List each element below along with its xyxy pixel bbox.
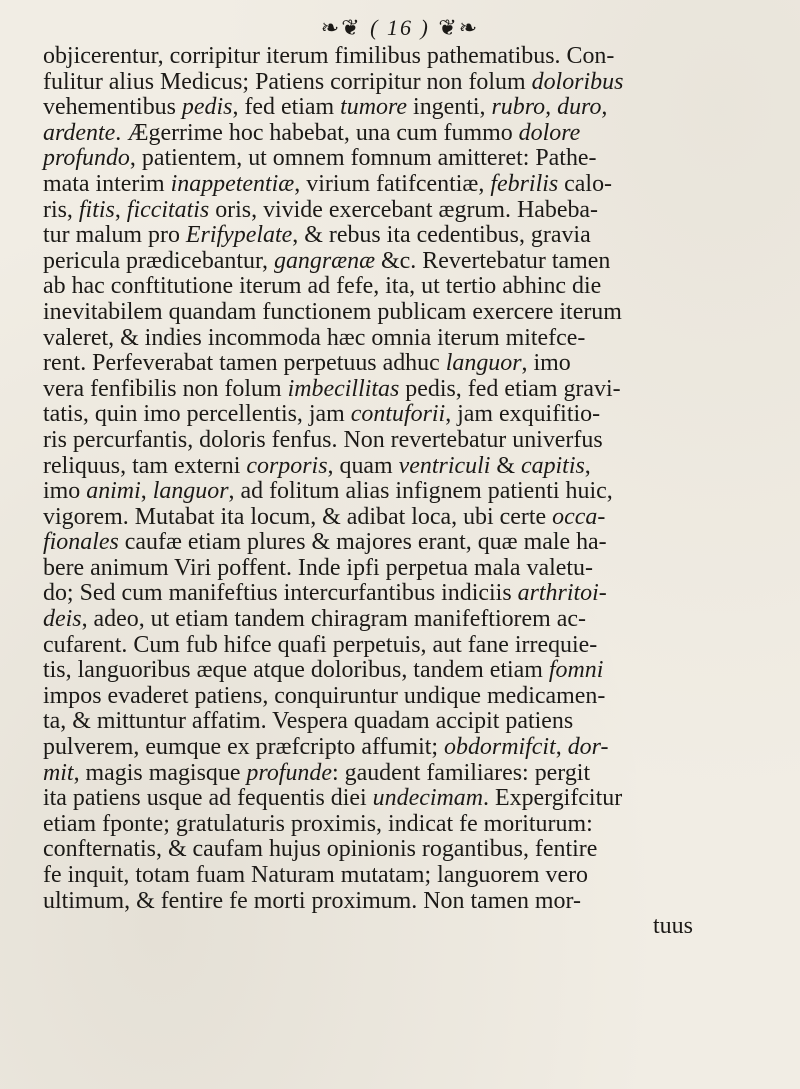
italic-text: gangrænæ <box>273 247 376 274</box>
text-segment: objicerentur, corripitur iterum fimilibus pathematibus. Con- <box>43 43 615 69</box>
text-line <box>43 786 781 812</box>
text-segment: mata interim <box>43 170 171 197</box>
text-segment: , magis magisque <box>73 759 247 786</box>
text-segment: calo- <box>558 170 613 197</box>
text-line <box>43 505 781 531</box>
italic-text: arthritoi- <box>517 580 607 607</box>
text-segment: rent. Perfeverabat tamen perpetuus adhuc <box>43 350 446 377</box>
page-header <box>0 10 800 44</box>
text-segment: fe inquit, totam fuam Naturam mutatam; languorem vero <box>43 862 589 888</box>
text-segment: , virium fatifcentiæ, <box>294 170 491 197</box>
text-line <box>43 121 781 147</box>
italic-text: obdormifcit <box>444 734 556 761</box>
text-segment: pulverem, eumque ex præfcripto affumit; <box>43 734 445 761</box>
text-segment: , fed etiam <box>232 94 341 121</box>
text-line <box>43 172 781 198</box>
text-segment: imo <box>43 478 87 505</box>
italic-text: deis <box>43 606 82 633</box>
text-line <box>43 530 781 556</box>
text-segment: vehementibus <box>43 94 182 121</box>
italic-text: ficcitatis <box>126 196 210 223</box>
italic-text: inappetentiæ <box>170 170 295 197</box>
text-segment: . Expergifcitur <box>483 785 623 812</box>
ornament-left-icon: ❧❦ <box>320 15 362 41</box>
italic-text: capitis <box>520 452 585 479</box>
text-segment: cufarent. Cum fub hifce quafi perpetuis, aut fane irrequie- <box>43 631 598 658</box>
text-segment: , imo <box>521 350 571 377</box>
text-line <box>43 735 781 761</box>
italic-text: contuforii <box>350 401 446 428</box>
text-segment: ris, <box>43 196 79 223</box>
text-segment: etiam fponte; gratulaturis proximis, indicat fe moriturum: <box>43 810 593 837</box>
text-line <box>43 837 781 863</box>
text-segment: , quam <box>327 452 399 479</box>
text-line <box>43 633 781 659</box>
text-segment: tatis, quin imo percellentis, jam <box>43 401 351 428</box>
text-segment: , adeo, ut etiam tandem chiragram manifeftiorem ac- <box>81 606 586 633</box>
text-line <box>43 479 781 505</box>
text-line <box>43 812 781 838</box>
italic-text: languor <box>152 478 229 505</box>
text-line <box>43 351 781 377</box>
text-segment: reliquus, tam externi <box>43 452 247 479</box>
italic-text: tumore <box>340 94 408 121</box>
text-segment: , & rebus ita cedentibus, gravia <box>292 222 591 249</box>
text-line <box>43 146 781 172</box>
text-line <box>43 607 781 633</box>
text-segment: , <box>114 196 127 223</box>
text-line <box>43 581 781 607</box>
text-segment: . Ægerrime hoc habebat, una cum fummo <box>115 119 519 146</box>
italic-text: febrilis <box>490 170 559 197</box>
text-line <box>43 709 781 735</box>
italic-text: occa- <box>552 503 606 530</box>
text-segment: ab hac conftitutione iterum ad fefe, ita, ut tertio abhinc die <box>43 273 602 300</box>
text-segment: fulitur alius Medicus; Patiens corripitur non folum <box>43 68 532 95</box>
italic-text: doloribus <box>531 68 624 95</box>
text-segment: , jam exquifitio- <box>445 401 601 428</box>
italic-text: dolore <box>518 119 581 146</box>
text-segment: pedis, fed etiam gravi- <box>399 375 621 402</box>
italic-text: imbecillitas <box>287 375 400 402</box>
text-line <box>43 70 781 96</box>
text-line <box>43 428 781 454</box>
text-line <box>43 556 781 582</box>
italic-text: dor- <box>567 734 609 761</box>
text-segment: ingenti, <box>407 94 492 121</box>
italic-text: fitis <box>78 196 115 223</box>
text-segment: & <box>490 452 521 479</box>
text-segment: ita patiens usque ad fequentis diei <box>43 785 373 812</box>
italic-text: profunde <box>246 759 332 786</box>
text-line <box>43 274 781 300</box>
italic-text: pedis <box>181 94 233 121</box>
text-segment: : gaudent familiares: pergit <box>331 759 591 786</box>
italic-text: fomni <box>548 657 604 684</box>
italic-text: corporis <box>246 452 328 479</box>
text-line <box>43 198 781 224</box>
italic-text: undecimam <box>372 785 484 812</box>
text-line <box>43 249 781 275</box>
text-segment: ris percurfantis, doloris fenfus. Non revertebatur univerfus <box>43 426 603 453</box>
text-line <box>43 658 781 684</box>
text-segment: , <box>140 478 153 505</box>
text-line <box>43 761 781 787</box>
text-segment: tur malum pro <box>43 222 186 249</box>
text-segment: impos evaderet patiens, conquiruntur undique medicamen- <box>43 682 606 709</box>
text-line <box>43 44 781 70</box>
text-segment: pericula prædicebantur, <box>43 247 274 274</box>
ornament-right-icon: ❦❧ <box>438 15 480 41</box>
italic-text: languor <box>445 350 522 377</box>
text-line <box>43 454 781 480</box>
italic-text: ventriculi <box>398 452 491 479</box>
text-segment: vera fenfibilis non folum <box>43 375 288 402</box>
text-line <box>43 326 781 352</box>
text-segment: confternatis, & caufam hujus opinionis rogantibus, fentire <box>43 836 598 863</box>
text-line <box>43 300 781 326</box>
text-segment: , <box>584 452 591 479</box>
text-segment: bere animum Viri poffent. Inde ipfi perpetua mala valetu- <box>43 554 593 581</box>
italic-text: animi <box>86 478 141 505</box>
text-line <box>43 402 781 428</box>
italic-text: mit <box>43 759 74 786</box>
text-segment: , ad folitum alias infignem patienti huic, <box>228 478 613 505</box>
text-line <box>43 889 781 915</box>
text-segment: valeret, & indies incommoda hæc omnia iterum mitefce- <box>43 324 586 351</box>
italic-text: ardente <box>43 119 116 146</box>
text-segment: caufæ etiam plures & majores erant, quæ male ha- <box>118 529 607 556</box>
italic-text: Erifypelate <box>185 222 293 249</box>
italic-text: profundo <box>43 145 130 172</box>
catchword: tuus <box>652 913 693 940</box>
text-segment: , <box>555 734 568 761</box>
text-segment: ultimum, & fentire fe morti proximum. Non tamen mor- <box>43 887 581 914</box>
text-segment: oris, vivide exercebant ægrum. Habeba- <box>209 196 599 223</box>
page-number: ( 16 ) <box>370 15 430 41</box>
text-line <box>43 223 781 249</box>
text-segment: inevitabilem quandam functionem publicam exercere iterum <box>43 298 622 325</box>
italic-text: fionales <box>43 529 119 556</box>
text-segment: , patientem, ut omnem fomnum amitteret: Pathe- <box>129 145 597 172</box>
text-segment: ta, & mittuntur affatim. Vespera quadam accipit patiens <box>43 708 574 735</box>
text-segment: &c. Revertebatur tamen <box>375 247 611 274</box>
italic-text: rubro, duro, <box>491 94 608 121</box>
body-text <box>43 44 783 940</box>
text-segment: do; Sed cum manifeftius intercurfantibus indiciis <box>43 580 518 607</box>
text-segment: tis, languoribus æque atque doloribus, tandem etiam <box>43 657 549 684</box>
text-line <box>43 95 781 121</box>
text-line <box>43 863 781 889</box>
text-line <box>43 377 781 403</box>
text-line <box>43 684 781 710</box>
text-segment: vigorem. Mutabat ita locum, & adibat loca, ubi certe <box>43 503 553 530</box>
